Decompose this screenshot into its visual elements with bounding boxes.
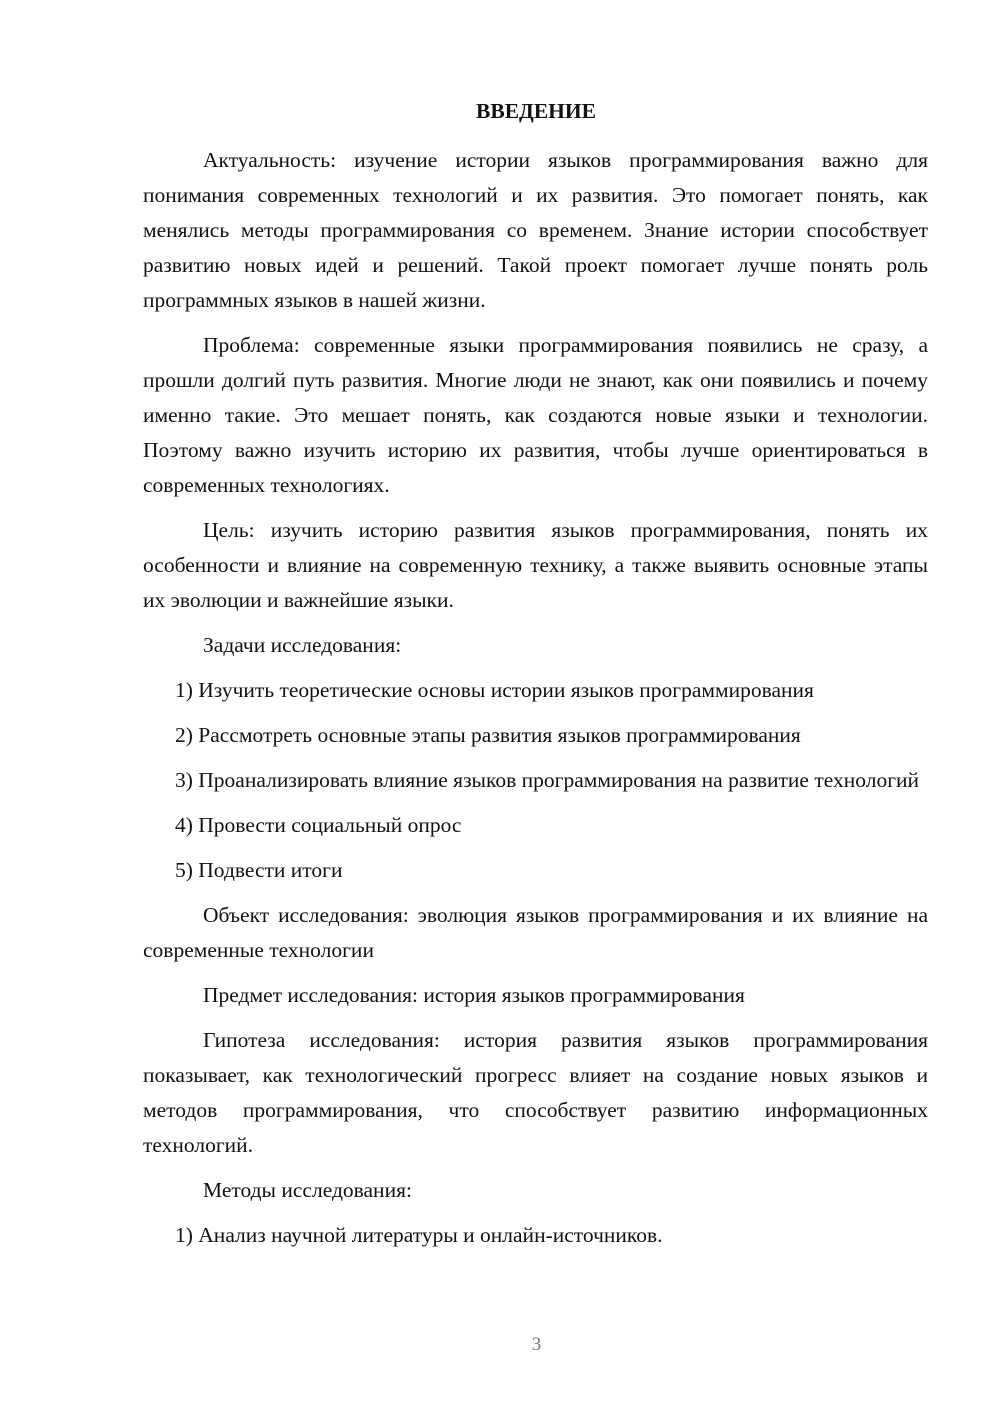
hypothesis-paragraph: Гипотеза исследования: история развития языков программирования показывает, как технологический прогресс влияет на создание новых языков и методов программирования, что способствует развитию информационных технологий. xyxy=(143,1028,928,1157)
goal-paragraph: Цель: изучить историю развития языков программирования, понять их особенности и влияние на современную технику, а также выявить основные этапы их эволюции и важнейшие языки. xyxy=(143,518,928,612)
task-item-4: 4) Провести социальный опрос xyxy=(175,813,462,837)
page-number: 3 xyxy=(531,1334,542,1355)
method-item-1: 1) Анализ научной литературы и онлайн-источников. xyxy=(175,1223,663,1247)
methods-heading: Методы исследования: xyxy=(203,1178,412,1202)
task-item-5: 5) Подвести итоги xyxy=(175,858,343,882)
tasks-heading: Задачи исследования: xyxy=(203,633,402,657)
problem-paragraph: Проблема: современные языки программирования появились не сразу, а прошли долгий путь развития. Многие люди не знают, как они появились и почему именно такие. Это мешает понять, как создаются новые языки и технологии. Поэтому важно изучить историю их развития, чтобы лучше ориентироваться в современных технологиях. xyxy=(143,333,928,497)
object-paragraph: Объект исследования: эволюция языков программирования и их влияние на современные технологии xyxy=(143,903,928,962)
subject-paragraph: Предмет исследования: история языков программирования xyxy=(203,983,745,1007)
task-item-2: 2) Рассмотреть основные этапы развития языков программирования xyxy=(175,723,801,747)
task-item-1: 1) Изучить теоретические основы истории языков программирования xyxy=(175,678,814,702)
page-content xyxy=(143,94,928,1263)
relevance-paragraph: Актуальность: изучение истории языков программирования важно для понимания современных технологий и их развития. Это помогает понять, как менялись методы программирования со временем. Знание истории способствует развитию новых идей и решений. Такой проект помогает лучше понять роль программных языков в нашей жизни. xyxy=(143,148,928,312)
task-item-3: 3) Проанализировать влияние языков программирования на развитие технологий xyxy=(175,768,920,792)
page-title: ВВЕДЕНИЕ xyxy=(476,99,596,123)
